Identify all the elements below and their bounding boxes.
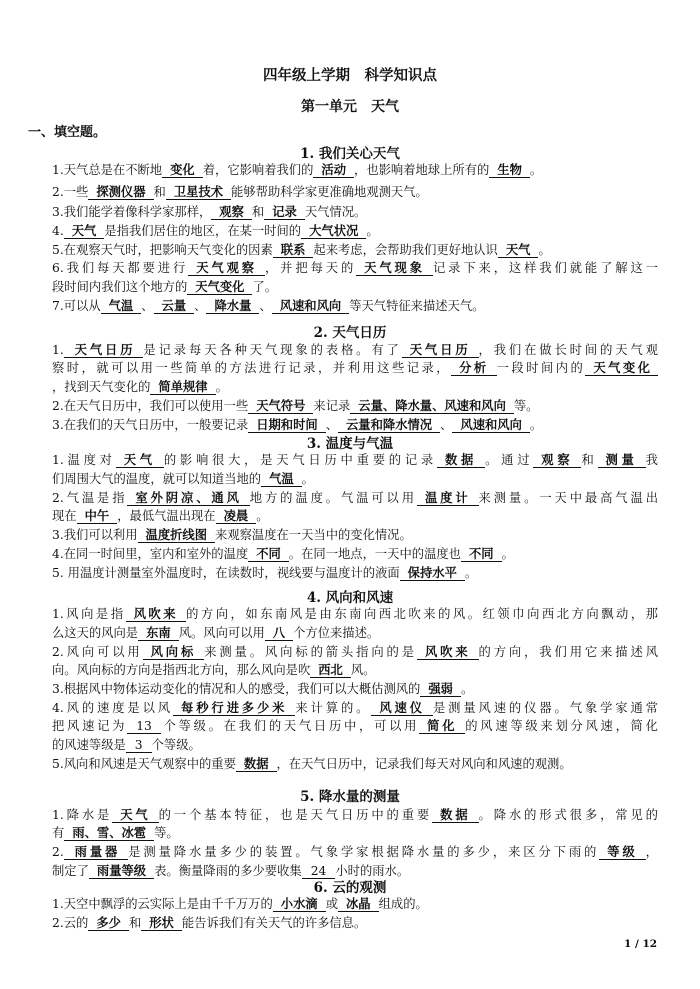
line-text: 的风速等级来划分风速，简化 [465, 719, 658, 733]
line-text: 3.在我们的天气日历中，一般要记录 [52, 418, 249, 432]
text-line [52, 222, 658, 240]
answer-blank: 强弱 [420, 681, 461, 697]
section-heading: 4. 风向和风速 [306, 590, 394, 606]
line-text: ， [645, 845, 658, 859]
text-line [52, 643, 658, 661]
line-text: ，在天气日历中，记录我们每天对风向和风速的观测。 [276, 757, 572, 771]
answer-blank: 探测仪器 [88, 184, 153, 200]
answer-blank: 东南 [138, 625, 179, 641]
answer-blank: 不同 [248, 546, 289, 562]
answer-blank: 数据 [432, 807, 478, 823]
answer-blank: 天气变化 [585, 360, 658, 376]
line-text: 。 [256, 509, 269, 523]
line-text: 2.在天气日历中，我们可以使用一些 [52, 399, 249, 413]
answer-blank: 天气符号 [248, 398, 313, 414]
answer-blank: 变化 [162, 162, 203, 178]
line-text: 和 [251, 205, 265, 219]
line-text: 能告诉我们有关天气的许多信息。 [181, 916, 367, 930]
line-text: 个等级。在我们的天气日历中，可以用 [160, 719, 420, 733]
line-text: 风。风向可以用 [178, 626, 265, 640]
answer-blank: 观察 [211, 204, 252, 220]
line-text: 现在 [52, 509, 77, 523]
line-text: 4.风的速度是以风 [52, 701, 173, 715]
line-text: 着，它影响着我们的 [202, 163, 314, 177]
line-text: 天气情况。 [304, 205, 367, 219]
answer-blank: 风吹来 [126, 606, 186, 622]
line-text: 和 [128, 916, 142, 930]
answer-blank: 天气现象 [356, 260, 433, 276]
answer-blank: 天气 [64, 223, 105, 239]
document-title: 四年级上学期 科学知识点 [263, 67, 437, 84]
line-text: 5. 用温度计测量室外温度时，在读数时，视线要与温度计的液面 [52, 566, 400, 580]
answer-blank: 气温 [101, 298, 142, 314]
line-text: 向。风向标的方向是指西北方向，那么风向是吹 [52, 663, 311, 677]
line-text: 1.降水是 [52, 808, 113, 822]
line-text: 的一个基本特征，也是天气日历中的重要 [158, 808, 433, 822]
text-line [52, 545, 658, 563]
line-text: 。 [501, 547, 514, 561]
answer-blank: 记录 [264, 204, 305, 220]
section-heading: 2. 天气日历 [313, 325, 387, 341]
line-text: 1.天气总是在不断地 [52, 163, 163, 177]
answer-blank: 风速仪 [371, 700, 433, 716]
line-text: 记录下来，这样我们就能了解这一 [432, 261, 658, 275]
text-line [52, 824, 658, 842]
line-text: 个方位来描述。 [293, 626, 380, 640]
answer-blank: 24 [302, 864, 336, 879]
part-heading: 一、填空题。 [28, 125, 107, 140]
line-text: 起来考虑，会帮助我们更好地认识 [313, 243, 498, 257]
answer-blank: 气温 [261, 471, 302, 487]
line-text: 5.风向和风速是天气观察中的重要 [52, 757, 236, 771]
answer-blank: 13 [127, 719, 161, 734]
text-line [52, 278, 658, 296]
text-line [52, 661, 658, 679]
line-text: 7.可以从 [52, 299, 101, 313]
line-text: 。在同一地点，一天中的温度也 [288, 547, 461, 561]
line-text: 是指我们居住的地区，在某一时间的 [104, 224, 302, 238]
text-line [52, 717, 658, 735]
answer-blank: 温度计 [417, 490, 479, 506]
text-line [52, 341, 658, 359]
text-line [52, 161, 658, 179]
line-text: 的方向，我们用它来描述风 [478, 645, 658, 659]
line-text: 等。 [513, 399, 539, 413]
text-line [52, 914, 658, 932]
line-text: 、 [194, 299, 207, 313]
answer-blank: 观察 [533, 452, 581, 468]
answer-blank: 风速和风向 [452, 417, 530, 433]
line-text: 组成的。 [378, 897, 428, 911]
answer-blank: 雨、雪、冰雹 [64, 825, 154, 841]
answer-blank: 天气日历 [402, 342, 479, 358]
line-text: 、 [259, 299, 272, 313]
line-text: 来测量。风向标的箭头指向的是 [204, 645, 417, 659]
line-text: 、 [141, 299, 154, 313]
text-line [52, 297, 658, 315]
line-text: 的风速等级是 [52, 738, 126, 752]
text-line [52, 397, 658, 415]
answer-blank: 雨量器 [64, 844, 128, 860]
line-text: 。降水的形式很多，常见的 [478, 808, 658, 822]
answer-blank: 风向标 [143, 644, 205, 660]
text-line [52, 526, 658, 544]
line-text: 或 [325, 897, 338, 911]
line-text: 2.气温是指 [52, 491, 128, 505]
text-line [52, 564, 658, 582]
line-text: 1.温度对 [52, 453, 116, 467]
text-line [52, 416, 658, 434]
answer-blank: 形状 [141, 915, 182, 931]
answer-blank: 风速和风向 [272, 298, 350, 314]
line-text: 来计算的。 [295, 701, 372, 715]
line-text: 等。 [154, 826, 179, 840]
answer-blank: 降水量 [206, 298, 259, 314]
line-text: 1. [52, 343, 64, 357]
line-text: 们周围大气的温度，就可以知道当地的 [52, 472, 262, 486]
line-text: 风。 [350, 663, 376, 677]
text-line [52, 605, 658, 623]
answer-blank: 联系 [273, 242, 314, 258]
line-text: 。 [301, 472, 314, 486]
line-text: 5.在观察天气时，把影响天气变化的因素 [52, 243, 273, 257]
answer-blank: 简单规律 [150, 379, 215, 395]
answer-blank: 数据 [437, 452, 485, 468]
answer-blank: 风吹来 [417, 644, 479, 660]
line-text: 。 [215, 380, 228, 394]
line-text: ，我们在做长时间的天气观 [478, 343, 658, 357]
text-line [52, 489, 658, 507]
answer-blank: 天气 [112, 807, 158, 823]
line-text: 等天气特征来描述天气。 [349, 299, 485, 313]
answer-blank: 天气变化 [187, 279, 252, 295]
line-text: 来记录 [313, 399, 351, 413]
answer-blank: 简化 [419, 718, 465, 734]
text-line [52, 507, 658, 525]
text-line [52, 378, 658, 396]
answer-blank: 雨量等级 [89, 863, 154, 879]
line-text: 的影响很大，是天气日历中重要的记录 [163, 453, 437, 467]
answer-blank: 日期和时间 [248, 417, 326, 433]
line-text: 1.风向是指 [52, 607, 126, 621]
line-text: 2.风向可以用 [52, 645, 143, 659]
answer-blank: 天气 [116, 452, 164, 468]
answer-blank: 等级 [599, 844, 645, 860]
text-line [52, 806, 658, 824]
line-text: 小时的雨水。 [335, 864, 410, 878]
line-text: 是记录每天各种天气现象的表格。有了 [143, 343, 402, 357]
line-text: 2.云的 [52, 916, 89, 930]
line-text: 。通过 [485, 453, 534, 467]
line-text: 和 [581, 453, 598, 467]
answer-blank: 云量 [154, 298, 195, 314]
line-text: 。 [538, 243, 551, 257]
line-text: 。 [460, 682, 474, 696]
line-text: ，最低气温出现在 [117, 509, 216, 523]
text-line [52, 624, 658, 642]
answer-blank: 活动 [313, 162, 354, 178]
answer-blank: 测量 [598, 452, 646, 468]
line-text: 。 [366, 224, 379, 238]
answer-blank: 八 [265, 625, 293, 641]
answer-blank: 数据 [236, 756, 277, 772]
text-line [52, 259, 658, 277]
answer-blank: 天气日历 [64, 342, 144, 358]
section-heading: 3. 温度与气温 [306, 436, 394, 452]
line-text: 6.我们每天都要进行 [52, 261, 189, 275]
text-line [52, 680, 658, 698]
answer-blank: 生物 [489, 162, 530, 178]
text-line [52, 359, 658, 377]
line-text: 1.天空中飘浮的云实际上是由千千万万的 [52, 897, 273, 911]
line-text: 2. [52, 845, 64, 859]
answer-blank: 天气 [498, 242, 539, 258]
answer-blank: 多少 [88, 915, 129, 931]
text-line [52, 241, 658, 259]
text-line [52, 736, 658, 754]
page-number: 1 / 12 [624, 938, 658, 950]
line-text: 是测量降水量多少的装置。气象学家根据降水量的多少，来区分下雨的 [128, 845, 600, 859]
line-text: 3.我们可以利用 [52, 528, 138, 542]
line-text: 3.根据风中物体运动变化的情况和人的感受，我们可以大概估测风的 [52, 682, 421, 696]
line-text: ，找到天气变化的 [52, 380, 151, 394]
line-text: 。 [464, 566, 478, 580]
answer-blank: 云量、降水量、风速和风向 [350, 398, 514, 414]
answer-blank: 云量和降水情况 [338, 417, 440, 433]
text-line [52, 183, 658, 201]
answer-blank: 每秒行进多少米 [173, 700, 295, 716]
line-text: 个等级。 [151, 738, 201, 752]
line-text: 了。 [252, 280, 278, 294]
answer-blank: 中午 [77, 508, 118, 524]
section-heading: 6. 云的观测 [313, 880, 387, 896]
answer-blank: 小水滴 [273, 896, 326, 912]
line-text: 是测量风速的仪器。气象学家通常 [432, 701, 658, 715]
text-line [52, 895, 658, 913]
line-text: 把风速记为 [52, 719, 128, 733]
answer-blank: 温度折线图 [138, 527, 216, 543]
answer-blank: 天气观察 [188, 260, 265, 276]
line-text: 制定了 [52, 864, 89, 878]
text-line [52, 862, 658, 880]
line-text: 么这天的风向是 [52, 626, 139, 640]
answer-blank: 3 [126, 738, 152, 753]
line-text: 。 [529, 163, 543, 177]
line-text: ，也影响着地球上所有的 [354, 163, 490, 177]
line-text: 的方向，如东南风是由东南向西北吹来的风。红领巾向西北方向飘动，那 [186, 607, 658, 621]
text-line [52, 843, 658, 861]
line-text: 、 [440, 418, 453, 432]
answer-blank: 卫星技术 [166, 184, 231, 200]
line-text: 察时，就可以用一些简单的方法进行记录，并利用这些记录， [52, 361, 452, 375]
unit-title: 第一单元 天气 [301, 99, 399, 115]
section-heading: 5. 降水量的测量 [300, 789, 400, 805]
answer-blank: 室外阴凉、通风 [127, 490, 249, 506]
answer-blank: 冰晶 [338, 896, 379, 912]
line-text: 、 [325, 418, 338, 432]
text-line [52, 203, 658, 221]
line-text: 我 [645, 453, 658, 467]
line-text: 。 [529, 418, 543, 432]
section-heading: 1. 我们关心天气 [300, 146, 400, 162]
line-text: 4. [52, 224, 64, 238]
answer-blank: 西北 [310, 662, 351, 678]
line-text: 和 [153, 185, 166, 199]
line-text: 能够帮助科学家更准确地观测天气。 [231, 185, 428, 199]
line-text: 4.在同一时间里，室内和室外的温度 [52, 547, 249, 561]
line-text: 3.我们能学着像科学家那样， [52, 205, 212, 219]
line-text: ，并把每天的 [264, 261, 357, 275]
line-text: 有 [52, 826, 65, 840]
line-text: 来观察温度在一天当中的变化情况。 [215, 528, 412, 542]
text-line [52, 451, 658, 469]
line-text: 来测量。一天中最高气温出 [478, 491, 658, 505]
answer-blank: 保持水平 [400, 565, 465, 581]
answer-blank: 不同 [461, 546, 502, 562]
answer-blank: 大气状况 [301, 223, 366, 239]
text-line [52, 470, 658, 488]
text-line [52, 755, 658, 773]
answer-blank: 分析 [451, 360, 497, 376]
line-text: 一段时间内的 [496, 361, 586, 375]
line-text: 2.一些 [52, 185, 89, 199]
line-text: 表。衡量降雨的多少要收集 [154, 864, 302, 878]
text-line [52, 699, 658, 717]
answer-blank: 凌晨 [216, 508, 257, 524]
line-text: 地方的温度。气温可以用 [249, 491, 417, 505]
line-text: 段时间内我们这个地方的 [52, 280, 188, 294]
